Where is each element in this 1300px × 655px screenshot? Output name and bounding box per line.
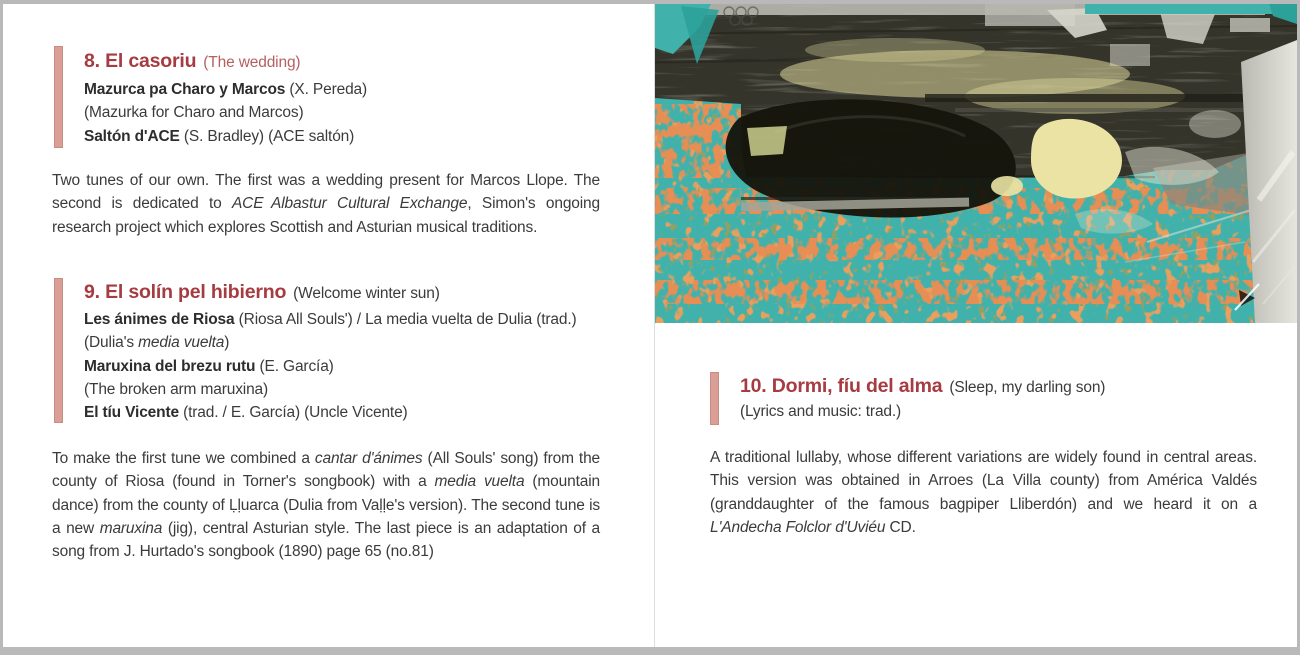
track-10-tracklist <box>740 400 901 423</box>
track-line: (Lyrics and music: trad.) <box>740 403 902 420</box>
track-10-notes: A traditional lullaby, whose different variations are widely found in central areas. This version was obtained in Arroes (La Villa county) from América Valdés (granddaughter of the famous bagpiper Lliberdón) and we heard it on a L'Andecha Folclor d'Uviéu CD. <box>710 449 1257 536</box>
track-line: (The broken arm maruxina) <box>84 380 269 398</box>
artwork-dark-rod <box>925 94 1297 102</box>
track-8-title: 8. El casoriu <box>84 50 197 72</box>
track-8-notes: Two tunes of our own. The first was a wedding present for Marcos Llope. The second is dedicated to ACE Albastur Cultural Exchange, Simon's ongoing research project which explores Scottish and Asturian musical traditions. <box>52 172 600 236</box>
track-10-subtitle: (Sleep, my darling son) <box>949 379 1106 396</box>
track-9-notes: To make the first tune we combined a cantar d'ánimes (All Souls' song) from the county of Riosa (found in Torner's songbook) with a media vuelta (mountain dance) from the county of Ḷḷuarca (Dulia from Vaḷḷe's version). The second tune is a new maruxina (jig), central Asturian style. The last piece is an adaptation of a song from J. Hurtado's songbook (1890) page 65 (no.81) <box>52 450 601 561</box>
accent-bar-track-8 <box>54 46 63 148</box>
track-10-heading <box>740 375 1105 398</box>
track-8-tracklist <box>84 78 367 148</box>
track-9-title: 9. El solín pel hibierno <box>84 281 287 303</box>
accent-bar-track-9 <box>54 278 63 423</box>
artwork-image <box>655 4 1297 323</box>
accent-bar-track-10 <box>710 372 719 425</box>
track-10-title: 10. Dormi, fíu del alma <box>740 375 943 397</box>
track-line: El tíu Vicente (trad. / E. García) (Uncle Vicente) <box>84 404 408 422</box>
track-line: Saltón d'ACE (S. Bradley) (ACE saltón) <box>84 127 355 145</box>
track-line: Les ánimes de Riosa (Riosa All Souls') / La media vuelta de Dulia (trad.) <box>84 311 577 328</box>
track-line: Mazurca pa Charo y Marcos (X. Pereda) <box>84 81 368 98</box>
track-9-tracklist <box>84 308 577 424</box>
track-line: (Mazurka for Charo and Marcos) <box>84 104 304 122</box>
booklet-spread <box>3 4 1297 647</box>
track-9-subtitle: (Welcome winter sun) <box>293 285 440 302</box>
track-8-subtitle: (The wedding) <box>203 54 301 71</box>
track-9-heading <box>84 281 440 304</box>
track-line: Maruxina del brezu rutu (E. García) <box>84 357 334 375</box>
track-line: (Dulia's media vuelta) <box>84 334 230 352</box>
track-8-heading <box>84 50 300 73</box>
